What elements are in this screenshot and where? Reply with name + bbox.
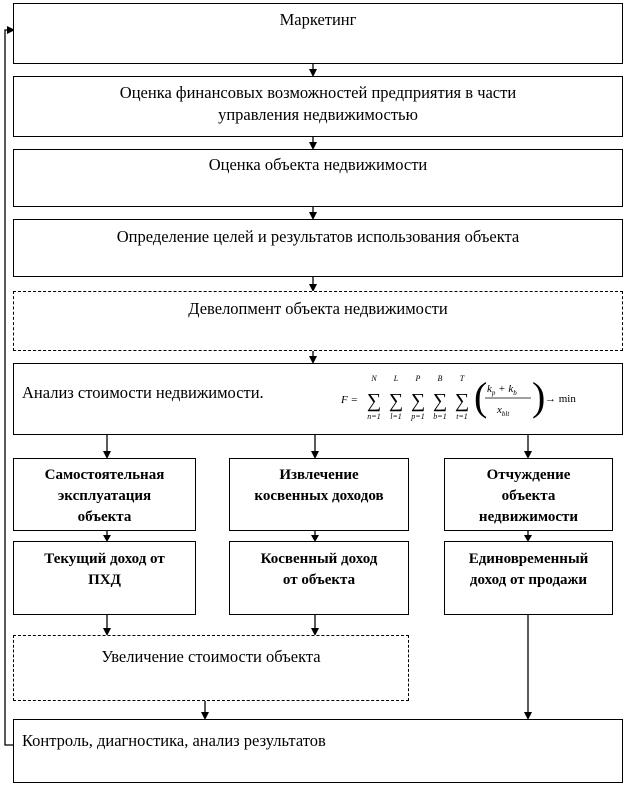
svg-text:n=1: n=1 [367,412,381,421]
label-current-income-line2: ПХД [88,572,121,588]
label-goals: Определение целей и результатов использования объекта [116,227,520,246]
formula-optimization [339,368,579,430]
svg-text:b=1: b=1 [433,412,447,421]
sum-n [367,374,381,421]
svg-text:B: B [437,374,443,383]
box-alienation [444,458,613,531]
label-object-assessment: Оценка объекта недвижимости [208,155,428,174]
box-value-increase [13,635,409,701]
formula-denominator: $x_{blt}$ [497,404,510,418]
label-financial-assessment-line2: управления недвижимостью [218,105,418,124]
formula-numerator: $k_p + k_b$ [487,383,517,397]
label-control: Контроль, диагностика, анализ результатов [22,731,326,750]
svg-text:l=1: l=1 [390,412,402,421]
box-indirect-income [229,541,409,615]
svg-text:∑: ∑ [366,390,382,412]
formula-rhs: → min [545,393,576,405]
sum-p [410,374,425,421]
sum-t [455,374,469,421]
box-goals [13,219,623,277]
label-self-operation-line2: эксплуатация [57,488,152,504]
box-onetime-income [444,541,613,615]
feedback-loop [5,30,13,745]
svg-text:t=1: t=1 [456,412,468,421]
box-cost-analysis [13,363,623,435]
box-object-assessment [13,149,623,207]
svg-text:N: N [371,374,377,383]
label-value-increase: Увеличение стоимости объекта [101,647,321,666]
label-cost-analysis: Анализ стоимости недвижимости. [22,383,264,402]
box-marketing [13,3,623,64]
svg-text:T: T [459,374,465,383]
label-alienation-line1: Отчуждение [486,467,571,483]
label-indirect-extraction-line2: косвенных доходов [254,488,384,504]
formula-lhs: F = [341,394,358,406]
box-control [13,719,623,783]
svg-text:∑: ∑ [432,390,448,412]
box-self-operation [13,458,196,531]
label-indirect-income-line2: от объекта [282,572,356,588]
box-current-income [13,541,196,615]
svg-text:P: P [415,374,421,383]
label-onetime-income-line1: Единовременный [468,551,589,567]
svg-text:∑: ∑ [410,390,426,412]
label-marketing: Маркетинг [279,10,357,29]
sum-l [389,374,403,421]
label-alienation-line3: недвижимости [478,509,579,525]
svg-text:∑: ∑ [454,390,470,412]
label-current-income-line1: Текущий доход от [44,551,165,567]
svg-text:p=1: p=1 [411,412,425,421]
box-financial-assessment [13,76,623,137]
label-alienation-line2: объекта [501,488,556,504]
label-indirect-extraction-line1: Извлечение [279,467,359,483]
label-self-operation-line1: Самостоятельная [44,467,165,483]
label-self-operation-line3: объекта [77,509,132,525]
label-financial-assessment-line1: Оценка финансовых возможностей предприятия в части [119,83,517,102]
label-indirect-income-line1: Косвенный доход [260,551,378,567]
svg-text:∑: ∑ [388,390,404,412]
box-development [13,291,623,351]
sum-b [433,374,447,421]
label-development: Девелопмент объекта недвижимости [188,299,448,318]
svg-text:L: L [393,374,399,383]
paren-left: ( [474,374,488,419]
label-onetime-income-line2: доход от продажи [469,572,588,588]
box-indirect-extraction [229,458,409,531]
paren-right: ) [532,374,546,419]
